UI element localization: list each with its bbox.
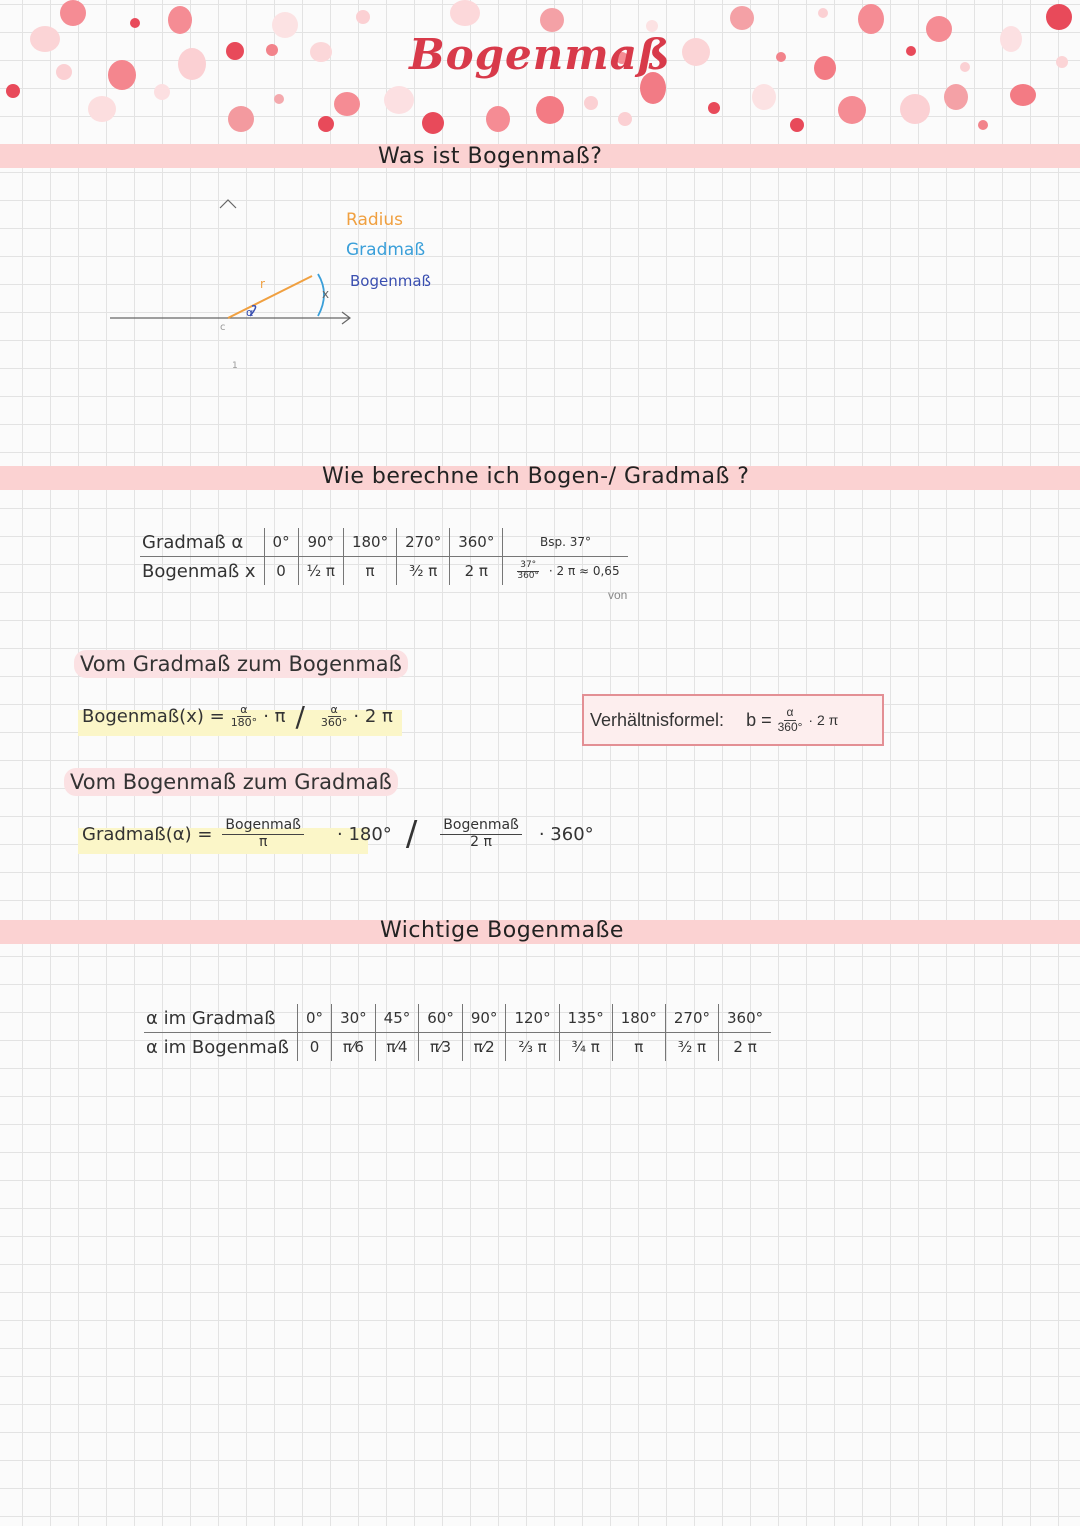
b2g-formula xyxy=(82,814,594,854)
conversion-table xyxy=(140,528,628,585)
row-label: Gradmaß α xyxy=(140,528,264,557)
g2b-formula xyxy=(82,700,393,733)
cell: π⁄4 xyxy=(375,1033,419,1062)
slash: / xyxy=(405,814,418,854)
row-label: α im Gradmaß xyxy=(144,1004,298,1033)
important-angles-table xyxy=(144,1004,771,1061)
formula-mult: · π xyxy=(263,706,286,727)
example-label: Bsp. 37° xyxy=(503,528,628,557)
fraction: $\frac{\alpha}{360^\circ}$ xyxy=(320,702,348,729)
formula-mult: · 2 π xyxy=(353,706,393,727)
table-row xyxy=(144,1004,771,1033)
cell: ¾ π xyxy=(559,1033,612,1062)
section-heading-how: Wie berechne ich Bogen-/ Gradmaß ? xyxy=(322,464,750,489)
legend-radius: Radius xyxy=(346,210,404,230)
cell: ³⁄₂ π xyxy=(397,557,450,586)
cell: π⁄3 xyxy=(419,1033,463,1062)
g2b-title: Vom Gradmaß zum Bogenmaß xyxy=(74,650,408,678)
c-label: c xyxy=(220,322,226,333)
example-note: von xyxy=(608,588,628,602)
legend-gradmass: Gradmaß xyxy=(346,240,426,260)
cell: 180° xyxy=(612,1004,665,1033)
ratio-lhs: b = xyxy=(746,709,772,730)
page-title: Bogenmaß xyxy=(409,30,671,79)
ratio-label: Verhältnisformel: xyxy=(590,709,725,730)
cell: 2 π xyxy=(719,1033,772,1062)
table-row xyxy=(140,528,628,557)
cell: 180° xyxy=(343,528,396,557)
cell: 0° xyxy=(264,528,298,557)
cell: 270° xyxy=(397,528,450,557)
fraction: $\frac{\text{Bogenmaß}}{2 \pi}$ xyxy=(440,818,522,850)
fraction: $\frac{\text{Bogenmaß}}{\pi}$ xyxy=(222,818,304,850)
small-label: 1 xyxy=(232,361,238,371)
x-label: x xyxy=(322,287,330,301)
b2g-title: Vom Bogenmaß zum Gradmaß xyxy=(64,768,398,796)
fraction: $\frac{\alpha}{360^\circ}$ xyxy=(777,705,803,734)
cell: 360° xyxy=(719,1004,772,1033)
cell: 0 xyxy=(298,1033,332,1062)
cell: 90° xyxy=(298,528,343,557)
ratio-mult: · 2 π xyxy=(808,712,839,728)
cell: π⁄6 xyxy=(332,1033,376,1062)
cell: ⅔ π xyxy=(506,1033,559,1062)
formula-lhs: Gradmaß(α) = xyxy=(82,823,213,845)
cell: π⁄2 xyxy=(462,1033,506,1062)
legend-bogenmass: Bogenmaß xyxy=(350,272,431,290)
angle-diagram xyxy=(100,190,380,380)
example-fraction: $\frac{37^\circ}{360^\circ}$ xyxy=(517,559,540,581)
cell: 45° xyxy=(375,1004,419,1033)
formula-mult: · 180° xyxy=(337,823,392,845)
cell: ³⁄₂ π xyxy=(665,1033,718,1062)
cell: 0 xyxy=(264,557,298,586)
alpha-label: α xyxy=(246,306,254,319)
row-label: α im Bogenmaß xyxy=(146,1036,290,1058)
cell: 270° xyxy=(665,1004,718,1033)
cell: 30° xyxy=(332,1004,376,1033)
section-heading-what: Was ist Bogenmaß? xyxy=(378,144,603,169)
example-result: · 2 π ≈ 0,65 xyxy=(548,563,620,578)
r-label: r xyxy=(260,277,265,291)
cell: π xyxy=(343,557,396,586)
cell: 90° xyxy=(462,1004,506,1033)
example-cell xyxy=(503,557,628,586)
formula-mult: · 360° xyxy=(538,823,594,845)
row-label: Bogenmaß x xyxy=(142,560,256,582)
slash: / xyxy=(295,700,305,733)
cell: 120° xyxy=(506,1004,559,1033)
cell: ½ π xyxy=(298,557,343,586)
table-row xyxy=(144,1033,771,1062)
cell: 360° xyxy=(450,528,503,557)
table-row xyxy=(140,557,628,586)
cell: π xyxy=(612,1033,665,1062)
ratio-formula-box xyxy=(582,694,884,746)
formula-lhs: Bogenmaß(x) = xyxy=(82,706,225,727)
cell: 2 π xyxy=(450,557,503,586)
fraction: $\frac{\alpha}{180^\circ}$ xyxy=(230,702,258,729)
cell: 60° xyxy=(419,1004,463,1033)
cell: 135° xyxy=(559,1004,612,1033)
cell: 0° xyxy=(298,1004,332,1033)
section-heading-important: Wichtige Bogenmaße xyxy=(380,918,624,943)
